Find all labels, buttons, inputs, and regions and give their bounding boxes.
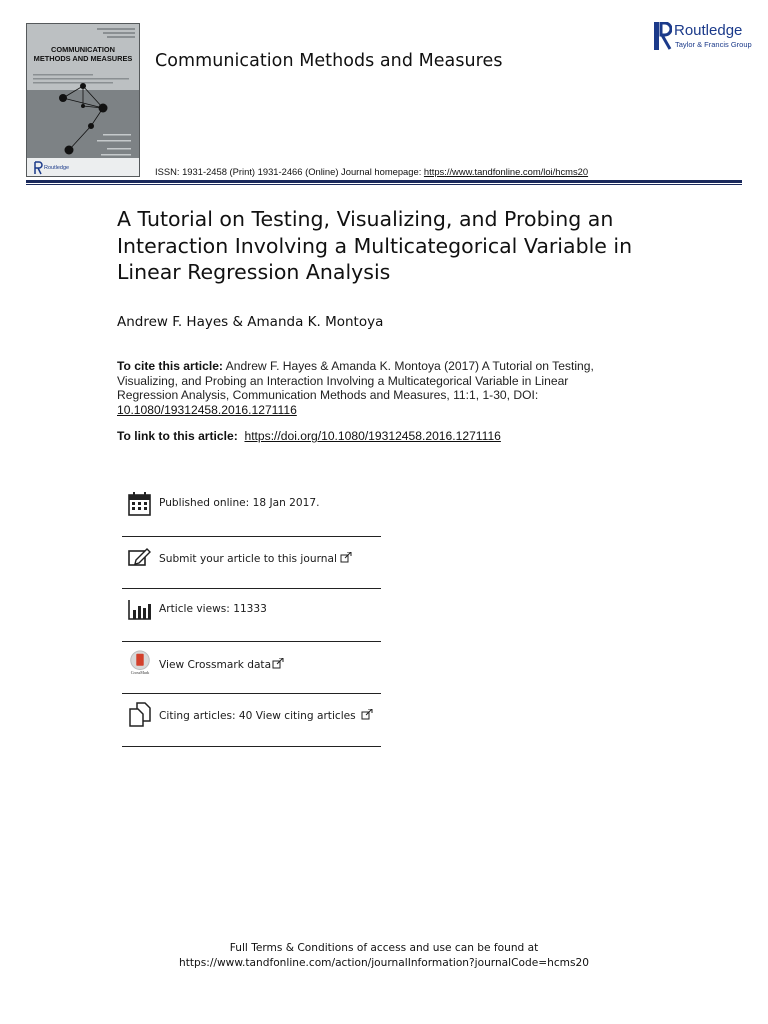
footer-line1: Full Terms & Conditions of access and use can be found at	[229, 942, 539, 954]
article-title-line2: Interaction Involving a Multicategorical Variable in	[117, 233, 633, 258]
article-doi-link[interactable]: https://doi.org/10.1080/19312458.2016.1271116	[244, 429, 501, 443]
crossmark-badge-label: CrossMark	[130, 670, 150, 676]
cover-publisher-mark: Routledge	[44, 165, 70, 171]
published-date-text: Published online: 18 Jan 2017.	[159, 497, 320, 509]
header-divider-thin	[26, 184, 742, 185]
cover-title-line1: COMMUNICATION	[51, 45, 115, 54]
row-divider	[122, 693, 381, 694]
crossmark-icon	[127, 650, 153, 676]
footer-terms	[0, 941, 768, 971]
journal-title[interactable]: Communication Methods and Measures	[155, 51, 503, 71]
bar-chart-icon	[127, 596, 153, 622]
footer-terms-link[interactable]: https://www.tandfonline.com/action/journalInformation?journalCode=hcms20	[179, 957, 589, 969]
external-link-icon	[361, 709, 373, 720]
row-divider	[122, 641, 381, 642]
journal-cover-image	[26, 23, 140, 177]
publisher-name: Routledge	[674, 22, 743, 39]
article-views-row	[122, 588, 381, 640]
cover-network-graphic	[27, 24, 140, 177]
crossmark-text: View Crossmark data	[159, 659, 272, 671]
article-title-line3: Linear Regression Analysis	[117, 260, 391, 284]
submit-article-text: Submit your article to this journal	[159, 553, 337, 565]
link-label: To link to this article:	[117, 429, 242, 443]
header-divider	[26, 180, 742, 183]
cite-doi-link[interactable]: 10.1080/19312458.2016.1271116	[117, 402, 297, 417]
issn-line	[155, 166, 588, 177]
citing-articles-link[interactable]	[159, 709, 373, 722]
article-title	[117, 206, 677, 286]
row-divider	[122, 746, 381, 747]
submit-article-link[interactable]	[159, 552, 352, 565]
publisher-tagline: Taylor & Francis Group	[675, 40, 752, 49]
crossmark-row[interactable]	[122, 641, 381, 693]
routledge-logo-icon	[654, 22, 672, 50]
external-link-icon	[272, 658, 284, 669]
journal-homepage-link[interactable]: https://www.tandfonline.com/loi/hcms20	[423, 166, 589, 177]
calendar-icon	[127, 491, 153, 517]
article-title-line1: A Tutorial on Testing, Visualizing, and Probing an	[117, 207, 614, 231]
published-row	[122, 482, 381, 534]
citing-icon	[127, 701, 153, 727]
cite-text: Andrew F. Hayes & Amanda K. Montoya (2017) A Tutorial on Testing, Visualizing, and Probing an Interaction Involving a Multicategorical Variable in Linear Regression Analysis, Communication Methods and Measures, 11:1, 1-30, DOI:	[117, 359, 594, 403]
cover-title-line2: METHODS AND MEASURES	[33, 54, 133, 63]
publisher-logo[interactable]	[654, 22, 754, 52]
row-divider	[122, 588, 381, 589]
row-divider	[122, 536, 381, 537]
cite-label: To cite this article:	[117, 359, 223, 373]
article-views-text: Article views: 11333	[159, 603, 267, 615]
edit-icon	[127, 545, 153, 571]
submit-article-row[interactable]	[122, 536, 381, 588]
external-link-icon	[340, 552, 352, 563]
citing-articles-row[interactable]	[122, 693, 381, 745]
citing-articles-text: Citing articles: 40 View citing articles	[159, 710, 356, 722]
article-link-line	[117, 429, 501, 443]
issn-text: ISSN: 1931-2458 (Print) 1931-2466 (Online) Journal homepage:	[155, 166, 424, 177]
authors: Andrew F. Hayes & Amanda K. Montoya	[117, 314, 384, 330]
citation-block	[117, 359, 597, 417]
crossmark-link[interactable]	[159, 658, 284, 671]
